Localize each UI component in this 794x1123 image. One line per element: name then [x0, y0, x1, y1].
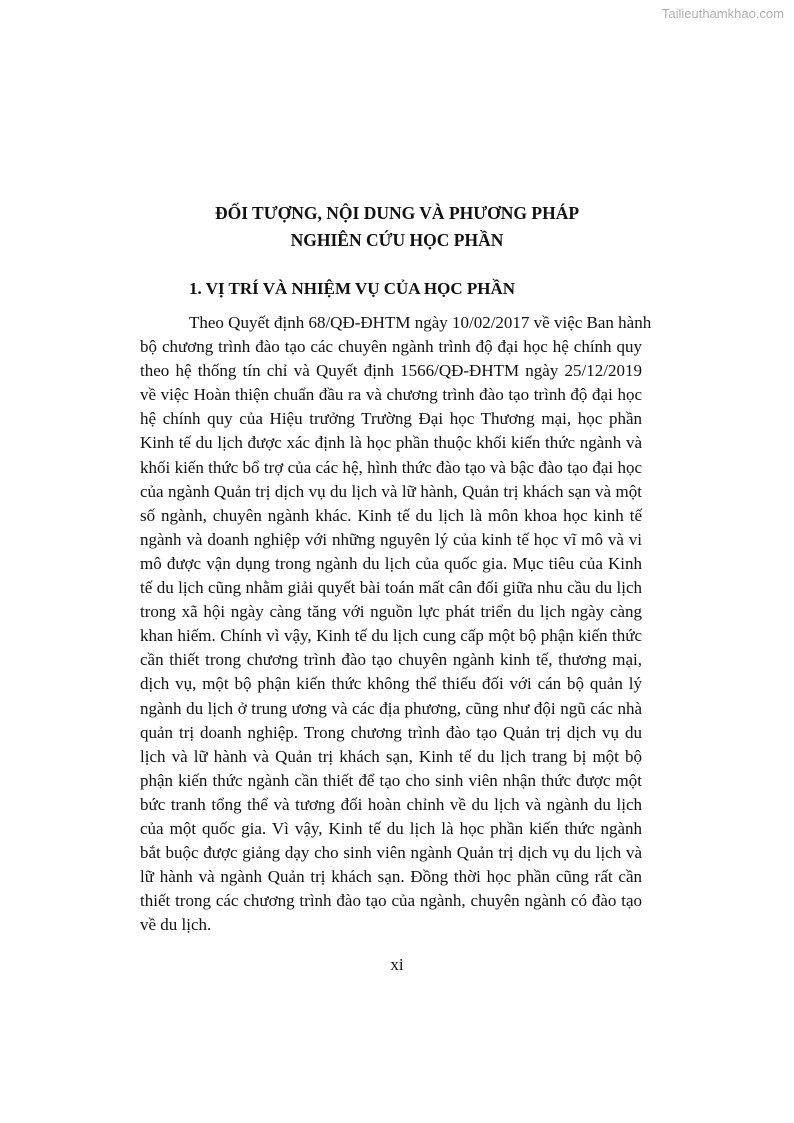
- paragraph-line: tế du lịch cũng nhằm giải quyết bài toán mất cân đối giữa nhu cầu du lịch: [140, 578, 642, 598]
- paragraph-line: ngành du lịch ở trung ương và các địa phương, cũng như đội ngũ các nhà: [140, 698, 642, 718]
- paragraph-line: ngành và doanh nghiệp với những nguyên lý của kinh tế học vĩ mô và vi: [140, 529, 642, 549]
- paragraph-line: theo hệ thống tín chỉ và Quyết định 1566/QĐ-ĐHTM ngày 25/12/2019: [140, 361, 642, 381]
- paragraph-line: khan hiếm. Chính vì vậy, Kinh tế du lịch cung cấp một bộ phận kiến thức: [140, 626, 642, 646]
- paragraph-line: về du lịch.: [140, 915, 212, 935]
- paragraph-line: Theo Quyết định 68/QĐ-ĐHTM ngày 10/02/2017 về việc Ban hành: [189, 313, 652, 332]
- paragraph-line: bắt buộc được giảng dạy cho sinh viên ngành Quản trị dịch vụ du lịch và: [140, 843, 642, 863]
- paragraph-line: mô được vận dụng trong ngành du lịch của quốc gia. Mục tiêu của Kinh: [140, 553, 642, 573]
- page-number: xi: [390, 955, 404, 974]
- watermark: Tailieuthamkhao.com: [661, 6, 784, 21]
- body-paragraph: [140, 311, 652, 937]
- paragraph-line: phận kiến thức ngành cần thiết để tạo cho sinh viên nhận thức được một: [140, 770, 642, 790]
- paragraph-line: Kinh tế du lịch được xác định là học phần thuộc khối kiến thức ngành và: [140, 433, 642, 453]
- paragraph-line: lịch và lữ hành và Quản trị khách sạn, Kinh tế du lịch trang bị một bộ: [140, 746, 642, 766]
- paragraph-line: dịch vụ, một bộ phận kiến thức không thể thiếu đối với cán bộ quản lý: [140, 674, 642, 694]
- paragraph-line: quản trị doanh nghiệp. Trong chương trình đào tạo Quản trị dịch vụ du: [140, 722, 642, 742]
- paragraph-line: hệ chính quy của Hiệu trưởng Trường Đại học Thương mại, học phần: [140, 409, 642, 429]
- paragraph-line: thiết trong các chương trình đào tạo của ngành, chuyên ngành có đào tạo: [140, 891, 642, 911]
- title-line-1: ĐỐI TƯỢNG, NỘI DUNG VÀ PHƯƠNG PHÁP: [214, 203, 580, 223]
- paragraph-line: lữ hành và ngành Quản trị khách sạn. Đồng thời học phần cũng rất cần: [140, 867, 642, 887]
- paragraph-line: bộ chương trình đào tạo các chuyên ngành trình độ đại học hệ chính quy: [140, 337, 642, 357]
- title-line-2: NGHIÊN CỨU HỌC PHẦN: [290, 230, 504, 250]
- paragraph-line: số ngành, chuyên ngành khác. Kinh tế du lịch là môn khoa học kinh tế: [140, 505, 642, 525]
- paragraph-line: khối kiến thức bổ trợ của các hệ, hình thức đào tạo và bậc đào tạo đại học: [140, 457, 642, 477]
- paragraph-line: bức tranh tổng thể và tương đối hoàn chỉnh về du lịch và ngành du lịch: [140, 794, 642, 814]
- paragraph-line: về việc Hoàn thiện chuẩn đầu ra và chương trình đào tạo trình độ đại học: [140, 385, 642, 405]
- paragraph-line: cần thiết trong chương trình đào tạo chuyên ngành kinh tế, thương mại,: [140, 650, 642, 670]
- paragraph-line: của ngành Quản trị dịch vụ du lịch và lữ hành, Quản trị khách sạn và một: [140, 481, 642, 501]
- paragraph-line: trong xã hội ngày càng tăng với nguồn lực phát triển du lịch ngày càng: [140, 602, 642, 622]
- page-title: [0, 200, 794, 254]
- section-heading: 1. VỊ TRÍ VÀ NHIỆM VỤ CỦA HỌC PHẦN: [189, 279, 516, 298]
- paragraph-line: của một quốc gia. Vì vậy, Kinh tế du lịch là học phần kiến thức ngành: [140, 818, 642, 838]
